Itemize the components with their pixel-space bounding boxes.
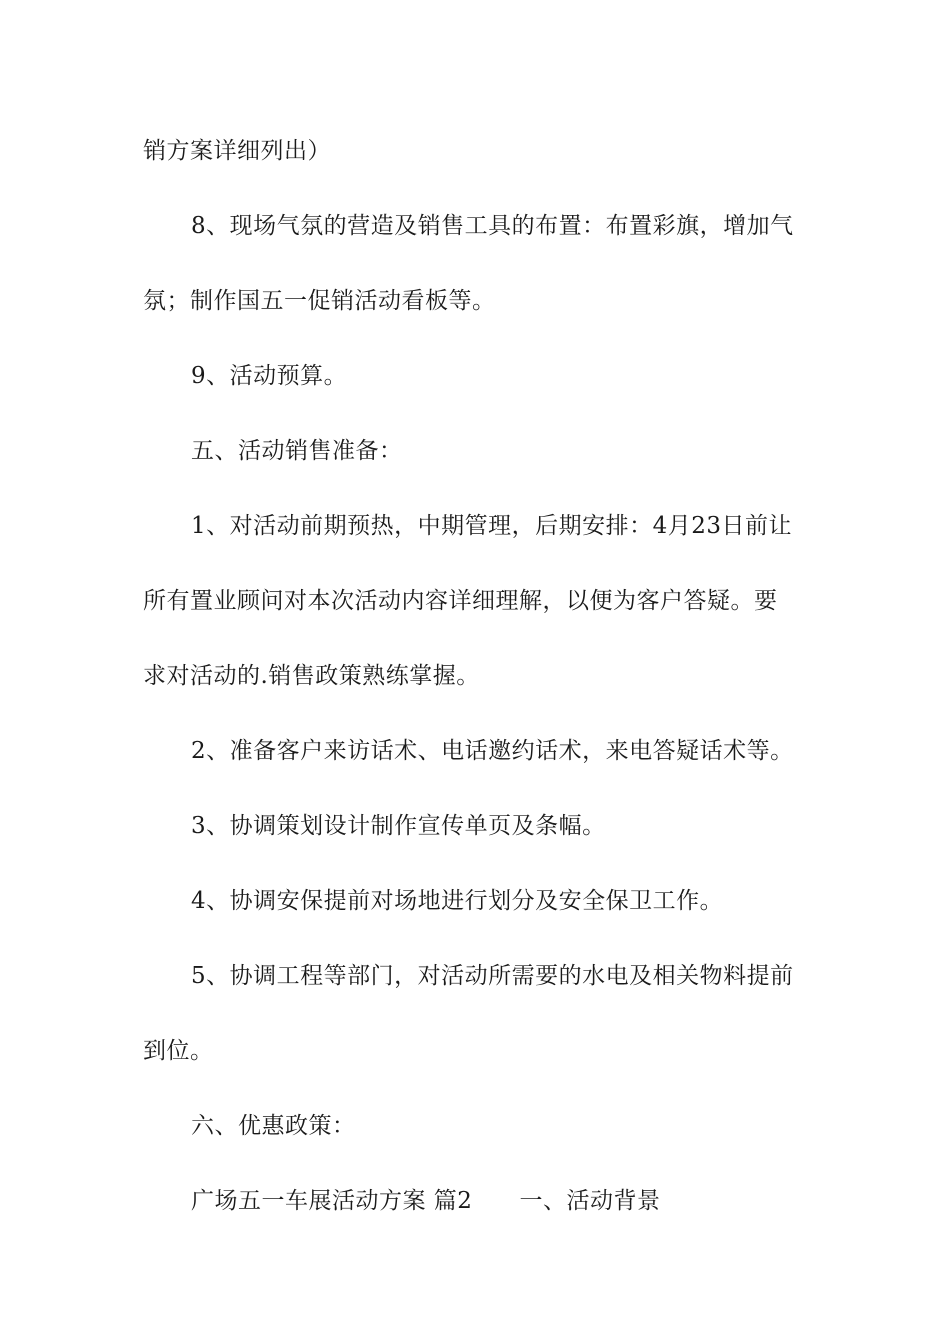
- section-heading: 六、优惠政策：: [191, 1113, 356, 1139]
- text-line: 8、现场气氛的营造及销售工具的布置：布置彩旗，增加气: [191, 213, 794, 239]
- text-line: 氛；制作国五一促销活动看板等。: [143, 288, 496, 314]
- text-line: 9、活动预算。: [191, 363, 348, 389]
- text-line: 3、协调策划设计制作宣传单页及条幅。: [191, 813, 606, 839]
- text-line: 2、准备客户来访话术、电话邀约话术，来电答疑话术等。: [191, 738, 794, 764]
- text-line: 求对活动的.销售政策熟练掌握。: [143, 663, 480, 689]
- text-line: 到位。: [143, 1038, 214, 1064]
- text-line: 4、协调安保提前对场地进行划分及安全保卫工作。: [191, 888, 724, 914]
- text-line: 销方案详细列出）: [143, 138, 331, 164]
- section-heading: 广场五一车展活动方案 篇2 一、活动背景: [191, 1188, 661, 1214]
- text-line: 5、协调工程等部门，对活动所需要的水电及相关物料提前: [191, 963, 794, 989]
- text-line: 1、对活动前期预热，中期管理，后期安排：4月23日前让: [191, 513, 793, 539]
- section-heading: 五、活动销售准备：: [191, 438, 403, 464]
- text-line: 所有置业顾问对本次活动内容详细理解，以便为客户答疑。要: [143, 588, 778, 614]
